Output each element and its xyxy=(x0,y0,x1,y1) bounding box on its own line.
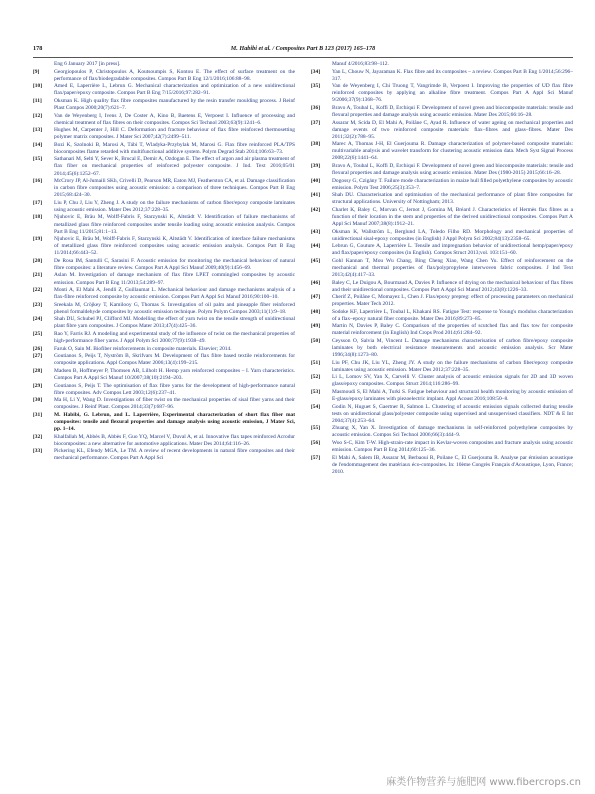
reference-item xyxy=(311,360,573,374)
reference-item xyxy=(33,142,295,156)
reference-item xyxy=(311,374,573,388)
reference-item xyxy=(33,331,295,345)
reference-number: [40] xyxy=(311,177,321,184)
reference-item xyxy=(311,258,573,279)
reference-item xyxy=(311,455,573,476)
reference-text[interactable]: Li L, Lomov SV, Yan X, Carvelli V. Cluster analysis of acoustic emission signals for 2D and 3D woven glass/epoxy composites. Compos Struct 2014;116:286–99. xyxy=(332,374,573,388)
reference-text[interactable]: El Mahi A, Salem IB, Assarar M, Berbaoui R, Poilane C, El Guerjouma R. Analyse par émission acoustique de l'endommagement des matériaux éco-composites. In: 10ème Congrès Français d'Acoustique, Lyon, France; 2010. xyxy=(332,454,573,475)
reference-item xyxy=(311,207,573,228)
reference-text[interactable]: Baley C, Le Duigou A, Bourmaud A, Davies P. Influence of drying on the mechanical behaviour of flax fibres and their unidirectional composites. Compos Part A Appl Sci Manuf 2012;43(8):1226–33. xyxy=(332,279,573,293)
reference-text[interactable]: Oksman K. High quality flax fibre composites manufactured by the resin transfer moulding process. J Reinf Plast Compos 2000;20(7):621–7. xyxy=(54,97,295,111)
reference-number: [35] xyxy=(311,83,321,90)
reference-number: [36] xyxy=(311,104,321,111)
reference-number: [24] xyxy=(33,316,43,323)
reference-item xyxy=(33,383,295,397)
reference-number: [13] xyxy=(33,127,43,134)
reference-number: [43] xyxy=(311,228,321,235)
reference-item xyxy=(33,287,295,301)
reference-item xyxy=(311,61,573,68)
reference-number: [39] xyxy=(311,162,321,169)
reference-text[interactable]: Van de Weyenberg I, Ivens J, De Coster A, Kino B, Baetens E, Verpoest I. Influence of processing and chemical treatment of flax fibres on their composites. Compos Sci Technol 2003;63(9):1241–6. xyxy=(54,112,295,126)
reference-number: [49] xyxy=(311,323,321,330)
reference-number: [37] xyxy=(311,119,321,126)
reference-column-left xyxy=(33,61,295,761)
reference-text[interactable]: Sodoke KF, Laperrière L, Toubal L, Khakani RS. Fatigue Test: response to Young's modulus characterization of a flax–epoxy natural fiber composite. Mater Des 2016;89:273–85. xyxy=(332,308,573,322)
reference-text[interactable]: Lebrun G, Couture A, Laperrière L. Tensile and impregnation behavior of unidirectional hemp/paper/epoxy and flax/paper/epoxy composites (in English). Compos Struct 2013;vol. 103:151–60. xyxy=(332,243,573,257)
reference-text[interactable]: Khalfallah M, Abbès B, Abbès F, Guo YQ, Marcel V, Duval A, et al. Innovative flax tapes reinforced Acrodur biocomposites: a new alternative for automotive applications. Mater Des 2014;64:116–26. xyxy=(54,433,295,447)
reference-text[interactable]: Marec A, Thomas J-H, El Guerjouma R. Damage characterization of polymer-based composite materials: multivariable analysis and wavelet transform for clustering acoustic emission data. Mech Syst Signal Process 2008;22(6):1441–64. xyxy=(332,141,573,162)
reference-item xyxy=(311,178,573,192)
reference-text[interactable]: Gohl Kannan T, Mou Wu Chang, Bing Cheng Xiao, Wang Chen Yu. Effect of reinforcement on the mechanical and thermal properties of flax/polypropylene interwoven fabric composites. J Ind Text 2013;42(4):417–33. xyxy=(332,257,573,278)
reference-text[interactable]: Manuf 4/2016;83:98–112. xyxy=(332,61,389,67)
reference-number: [22] xyxy=(33,287,43,294)
reference-item xyxy=(311,425,573,439)
reference-item xyxy=(33,397,295,411)
reference-number: [53] xyxy=(311,389,321,396)
reference-number: [27] xyxy=(33,353,43,360)
reference-item xyxy=(33,98,295,112)
reference-item xyxy=(33,412,295,433)
reference-text[interactable]: Madsen B, Hoffmeyer P, Thomsen AB, Lilholt H. Hemp yarn reinforced composites – I. Yarn characteristics. Compos Part A Appl Sci Manuf 10/2007;38(10):2194–203. xyxy=(54,367,295,381)
reference-item xyxy=(311,338,573,359)
reference-number: [12] xyxy=(33,112,43,119)
reference-item xyxy=(33,448,295,462)
reference-text[interactable]: Liu PF, Chu JK, Liu YL, Zheng JY. A study on the failure mechanisms of carbon fiber/epoxy composite laminates using acoustic emission. Mater Des 2012;37:228–35. xyxy=(332,359,573,373)
reference-number: [17] xyxy=(33,199,43,206)
reference-number: [47] xyxy=(311,294,321,301)
reference-number: [50] xyxy=(311,338,321,345)
reference-number: [29] xyxy=(33,382,43,389)
reference-text[interactable]: Bravo A, Toubal L, Koffi D, Erchiqui F. Development of novel green and biocomposite materials: tensile and flexural properties and damage analysis using acoustic emission. Mater Des 2015;66:16–28. xyxy=(332,104,573,118)
reference-number: [30] xyxy=(33,397,43,404)
reference-number: [42] xyxy=(311,206,321,213)
reference-number: [57] xyxy=(311,454,321,461)
reference-text[interactable]: Liu P, Chu J, Liu Y, Zheng J. A study on the failure mechanisms of carbon fiber/epoxy composite laminates using acoustic emission. Mater Des 2012;37:228–35. xyxy=(54,199,295,213)
reference-text[interactable]: Monti A, El Mahi A, Jendli Z, Guillaumat L. Mechanical behaviour and damage mechanisms analysis of a flax-fibre reinforced composite by acoustic emission. Compos Part A Appl Sci Manuf 2016;90:100–10. xyxy=(54,287,295,301)
reference-number: [26] xyxy=(33,345,43,352)
reference-text[interactable]: Sathanari M, Selti Y, Sever K, Brucal E, Demir A, Ozdogan E. The effect of argon and air plasma treatment of flax fiber on mechanical properties of reinforced polyester composite. J Ind. Text 2016;05/01 2014;45(6):1252–67. xyxy=(54,156,295,177)
reference-text[interactable]: Ma H, Li Y, Wang D. Investigations of fiber twist on the mechanical properties of sisal fiber yarns and their composites. J Reinf Plast. Compos 2014;33(7):687–96. xyxy=(54,397,295,411)
reference-number: [16] xyxy=(33,178,43,185)
reference-number: [21] xyxy=(33,272,43,279)
site-watermark: 麻类作物营养与施肥网 www.fibercrops.cn xyxy=(386,777,581,788)
reference-item xyxy=(33,302,295,316)
reference-item xyxy=(311,389,573,403)
reference-text[interactable]: Godin N, Huguet S, Gaertner R, Salmon L. Clustering of acoustic emission signals collected during tensile tests on unidirectional glass/polyester composite using supervised and unsupervised classifiers. NDT & E Int 2004;37(4):253–64. xyxy=(332,403,573,424)
reference-number: [14] xyxy=(33,141,43,148)
reference-number: [9] xyxy=(33,68,40,75)
reference-number: [32] xyxy=(33,433,43,440)
reference-item xyxy=(33,368,295,382)
reference-text[interactable]: Van de Weyenberg I, Chi Truong T, Vangrimde B, Verpoest I. Improving the properties of UD flax fibre reinforced composites by applying an alkaline fibre treatment. Compos Part A Appl Sci Manuf 9/2006;37(9):1368–76. xyxy=(332,83,573,104)
reference-number: [51] xyxy=(311,359,321,366)
reference-number: [15] xyxy=(33,156,43,163)
reference-item xyxy=(311,69,573,83)
reference-number: [45] xyxy=(311,257,321,264)
reference-item xyxy=(33,113,295,127)
reference-text[interactable]: Bozi K, Szolnoki B, Marosi A, Tábi T, Wladyka-Przybylak M, Marosi G. Flax fibre reinforced PLA/TPS biocomposites flame retarded with multifunctional additive system. Polym Degrad Stab 2014;106:63–73. xyxy=(54,141,295,155)
reference-item xyxy=(311,105,573,119)
reference-text[interactable]: McCrory JP, Al-Jumaili SKh, Crivelli D, Pearson MR, Eaton MJ, Featherston CA, et al. Damage classification in carbon fibre composites using acoustic emission: a comparison of three techniques. Compos Part B Eng 2015;68:424–30. xyxy=(54,178,295,199)
reference-item xyxy=(33,258,295,272)
reference-number: [38] xyxy=(311,141,321,148)
reference-item xyxy=(33,156,295,177)
reference-number: [55] xyxy=(311,425,321,432)
reference-text[interactable]: Assarar M, Scida D, El Mahi A, Poilâne C, Ayad R. Influence of water ageing on mechanical properties and damage events of two reinforced composite materials: flax–fibres and glass–fibres. Mater Des 2011;32(2):788–95. xyxy=(332,119,573,140)
reference-text[interactable]: Georgiopoulos P, Christopoulos A, Koutsoumpis S, Kontou E. The effect of surface treatment on the performance of flax/biodegradable composites. Compos Part B Eng 12/1/2016;106:88–98. xyxy=(54,68,295,82)
reference-item xyxy=(311,192,573,206)
reference-text[interactable]: Rao Y, Farris RJ. A modeling and experimental study of the influence of twist on the mechanical properties of high-performance fiber yarns. J Appl Polym Sci 2000;77(9):1938–49. xyxy=(54,331,295,345)
reference-item xyxy=(311,440,573,454)
reference-number: [10] xyxy=(33,83,43,90)
reference-number: [34] xyxy=(311,68,321,75)
reference-number: [28] xyxy=(33,367,43,374)
reference-column-right xyxy=(311,61,573,761)
reference-text[interactable]: Sreekala M, Cröjkey T, Kamilooy G, Thomas S. Investigation of oil palm and pineapple fiber reinforced phenol formaldehyde composites by acoustic emission technique. Polym Polym Compos 2003;11(1):9–18. xyxy=(54,301,295,315)
page-number: 178 xyxy=(33,45,43,52)
reference-number: [33] xyxy=(33,448,43,455)
reference-item xyxy=(33,236,295,257)
reference-item xyxy=(33,346,295,353)
reference-number: [52] xyxy=(311,374,321,381)
reference-number: [46] xyxy=(311,279,321,286)
reference-text[interactable]: Shah DU, Schubel PJ, Clifford MJ. Modelling the effect of yarn twist on the tensile strength of unidirectional plant fibre yarn composites. J Compos Mater 2013;47(4):425–36. xyxy=(54,316,295,330)
reference-number: [56] xyxy=(311,440,321,447)
reference-text[interactable]: Hughes M, Carpenter J, Hill C. Deformation and fracture behaviour of flax fibre reinforced thermosetting polymer matrix composites. J Mater Sci 2007;42(7):2499–511. xyxy=(54,127,295,141)
reference-item xyxy=(311,163,573,177)
reference-number: [23] xyxy=(33,301,43,308)
reference-text[interactable]: Ceysson O, Salvia M, Vincent L. Damage mechanisms characterisation of carbon fibre/epoxy composite laminates by both electrical resistance measurements and acoustic emission analysis. Scr Mater 1996;34(8):1273–80. xyxy=(332,338,573,359)
reference-text[interactable]: Eng 6 January 2017 [in press]. xyxy=(54,61,121,67)
reference-text[interactable]: Pickering KL, Efendy MGA, Le TM. A review of recent developments in natural fibre composites and their mechanical performance. Compos Part A Appl Sci xyxy=(54,448,295,462)
reference-text[interactable]: Njuhovic E, Bräu M, Wolff-Fabris F, Starzynski K, Altstädt V. Identification of failure mechanisms of metallized glass fibre reinforced composites under tensile loading using acoustic emission analysis. Compos Part B Eng 11/2015;81:1–13. xyxy=(54,214,295,235)
reference-text[interactable]: Njuhovic E, Bräu M, Wolff-Fabris F, Starzynski K, Altstädt V. Identification of interface failure mechanisms of metallized glass fibre reinforced composites using acoustic emission analysis. Compos Part B Eng 11/2014;66:443–52. xyxy=(54,236,295,257)
reference-text[interactable]: Goutianos S, Peijs T, Nyström B, Skrifvars M. Development of flax fibre based textile reinforcements for composite applications. Appl Compos Mater 2006;13(4):199–215. xyxy=(54,353,295,367)
reference-item xyxy=(33,214,295,235)
reference-item xyxy=(311,141,573,162)
reference-text[interactable]: De Rosa IM, Santulli C, Sarasini F. Acoustic emission for monitoring the mechanical behaviour of natural fibre composites: a literature review. Compos Part A Appl Sci Manuf 2009;40(9):1456–69. xyxy=(54,257,295,271)
reference-text[interactable]: Amed E, Laperrière L, Lebrun G. Mechanical characterization and optimization of a new unidirectional flax/paper/epoxy composite. Compos Part B Eng 7/15/2016;97:282–91. xyxy=(54,83,295,97)
reference-item xyxy=(311,294,573,308)
reference-number: [25] xyxy=(33,331,43,338)
reference-item xyxy=(33,316,295,330)
reference-item xyxy=(311,243,573,257)
reference-item xyxy=(33,434,295,448)
reference-number: [48] xyxy=(311,308,321,315)
reference-item xyxy=(311,83,573,104)
reference-text[interactable]: Charlet K, Baley C, Morvan C, Jernot J, Gomina M, Bréard J. Characteristics of Hermès flax fibres as a function of their location in the stem and properties of the derived unidirectional composites. Compos Part A Appl Sci Manuf 2007;38(8):1912–21. xyxy=(332,206,573,227)
reference-text[interactable]: Aslan M. Investigation of damage mechanism of flax fibre LPET commingled composites by acoustic emission. Compos Part B Eng 11/2013;54:289–97. xyxy=(54,272,295,286)
reference-item xyxy=(33,200,295,214)
reference-text[interactable]: Faruk O, Sain M. Biofiber reinforcements in composite materials. Elsevier; 2014. xyxy=(54,345,232,352)
reference-item xyxy=(33,127,295,141)
reference-text[interactable]: Zhuang X, Yan X. Investigation of damage mechanisms in self-reinforced polyethylene composites by acoustic emission. Compos Sci Technol 2006;66(3):444–9. xyxy=(332,425,573,439)
reference-number: [20] xyxy=(33,257,43,264)
reference-item xyxy=(311,280,573,294)
reference-text[interactable]: Martin N, Davies P, Baley C. Comparison of the properties of scutched flax and flax tow for composite material reinforcement (in English) Ind Crops Prod 2014;61:284–92. xyxy=(332,323,573,337)
reference-text[interactable]: Woo S-C, Kim T-W. High-strain-rate impact in Kevlar-woven composites and fracture analysis using acoustic emission. Compos Part B Eng 2014;60:125–36. xyxy=(332,440,573,454)
reference-item xyxy=(311,309,573,323)
reference-item xyxy=(311,323,573,337)
reference-number: [18] xyxy=(33,214,43,221)
reference-number: [31] xyxy=(33,411,43,418)
reference-text[interactable]: Shah DU. Characterisation and optimisation of the mechanical performance of plant fibre composites for structural applications. University of Nottingham; 2013. xyxy=(332,192,573,206)
reference-number: [41] xyxy=(311,192,321,199)
reference-text[interactable]: Dogossy G, Czigány T. Failure mode characterization in maize hull filled polyethylene composites by acoustic emission. Polym Test 2006;25(3):353–7. xyxy=(332,177,573,191)
header-rule xyxy=(33,57,573,58)
reference-item xyxy=(311,404,573,425)
reference-number: [54] xyxy=(311,403,321,410)
reference-text[interactable]: M. Habibi, G. Lebrun, and L. Laperrière, Experimental characterization of short flax fiber mat composites: tensile and flexural properties and damage analysis using acoustic emission, J Mater Sci, pp. 1–14. xyxy=(54,411,295,432)
reference-item xyxy=(311,229,573,243)
reference-item xyxy=(33,83,295,97)
page-header xyxy=(33,45,573,57)
reference-item xyxy=(33,69,295,83)
reference-text[interactable]: Bravo A, Toubal L, Koffi D, Erchiqui F. Development of novel green and biocomposite materials: tensile and flexural properties and damage analysis using acoustic emission. Mater Des (1980-2015) 2015;66:16–28. xyxy=(332,162,573,176)
reference-text[interactable]: Cherif Z, Poilâne C, Momayez L, Chen J. Flax/epoxy prepreg: effect of processing parameters on mechanical properties. Mater Tech 2012. xyxy=(332,294,573,308)
reference-text[interactable]: Yan L, Chouw N, Jayaraman K. Flax fibre and its composites – a review. Compos Part B Eng 1/2014;56:296–317. xyxy=(332,68,573,82)
reference-text[interactable]: Masmoudi S, El Mahi A, Turki S. Fatigue behaviour and structural health monitoring by acoustic emission of E-glass/epoxy laminates with piezoelectric implant. Appl Acoust 2016;108:50–8. xyxy=(332,389,573,403)
running-title: M. Habibi et al. / Composites Part B 123 (2017) 165–178 xyxy=(230,45,376,52)
reference-text[interactable]: Oksman K, Wallström L, Berglund LA, Toledo Filho RD. Morphology and mechanical properties of unidirectional sisal-epoxy composites (in English) J Appl Polym Sci 2002;84(13):2358–65. xyxy=(332,228,573,242)
reference-item xyxy=(33,353,295,367)
reference-item xyxy=(311,120,573,141)
reference-text[interactable]: Goutianos S, Peijs T. The optimisation of flax fibre yarns for the development of high-performance natural fibre composites. Adv Compos Lett 2003;12(6):237–41. xyxy=(54,382,295,396)
reference-number: [19] xyxy=(33,236,43,243)
reference-item xyxy=(33,272,295,286)
reference-item xyxy=(33,178,295,199)
reference-item xyxy=(33,61,295,68)
reference-number: [44] xyxy=(311,243,321,250)
reference-number: [11] xyxy=(33,97,42,104)
